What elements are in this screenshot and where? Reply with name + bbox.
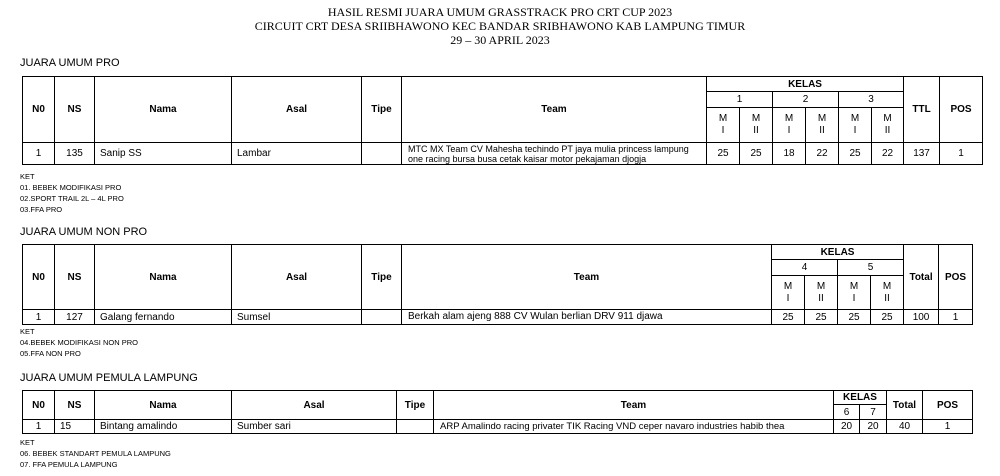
col-header-team: Team xyxy=(402,77,707,143)
moto-header: M I xyxy=(707,108,740,143)
col-header-no: N0 xyxy=(23,391,55,420)
cell-tipe xyxy=(362,143,402,165)
moto-header: M II xyxy=(805,276,838,310)
cell-ns: 135 xyxy=(55,143,95,165)
col-header-kelas: KELAS xyxy=(772,245,904,260)
ket-item: 06. BEBEK STANDART PEMULA LAMPUNG xyxy=(20,449,171,458)
nonpro-ket-notes xyxy=(20,326,138,359)
kelas-6-header: 6 xyxy=(834,405,860,420)
header-venue: CIRCUIT CRT DESA SRIIBHAWONO KEC BANDAR SRIBHAWONO KAB LAMPUNG TIMUR xyxy=(254,19,746,33)
ket-label: KET xyxy=(20,172,35,181)
ket-item: 02.SPORT TRAIL 2L – 4L PRO xyxy=(20,194,124,203)
cell-score: 22 xyxy=(872,143,904,165)
cell-nama: Bintang amalindo xyxy=(95,420,232,434)
cell-score: 25 xyxy=(772,310,805,325)
cell-no: 1 xyxy=(23,143,55,165)
cell-score: 25 xyxy=(839,143,872,165)
cell-score: 25 xyxy=(805,310,838,325)
ket-item: 07. FFA PEMULA LAMPUNG xyxy=(20,460,118,469)
ket-item: 04.BEBEK MODIFIKASI NON PRO xyxy=(20,338,138,347)
cell-ns: 15 xyxy=(55,420,95,434)
col-header-pos: POS xyxy=(939,245,973,310)
cell-total: 40 xyxy=(887,420,923,434)
col-header-total: Total xyxy=(887,391,923,420)
cell-score: 25 xyxy=(838,310,871,325)
kelas-3-header: 3 xyxy=(839,92,904,108)
moto-header: M II xyxy=(806,108,839,143)
cell-score: 25 xyxy=(707,143,740,165)
nonpro-results-table xyxy=(22,244,973,325)
col-header-asal: Asal xyxy=(232,391,397,420)
cell-nama: Sanip SS xyxy=(95,143,232,165)
cell-pos: 1 xyxy=(940,143,983,165)
cell-score: 22 xyxy=(806,143,839,165)
pro-ket-notes xyxy=(20,171,124,215)
col-header-kelas: KELAS xyxy=(707,77,904,92)
col-header-nama: Nama xyxy=(95,391,232,420)
col-header-ns: NS xyxy=(55,77,95,143)
cell-ttl: 137 xyxy=(904,143,940,165)
cell-score: 20 xyxy=(860,420,887,434)
cell-total: 100 xyxy=(904,310,939,325)
cell-team: ARP Amalindo racing privater TIK Racing VND ceper navaro industries habib thea xyxy=(434,420,834,434)
moto-header: M II xyxy=(871,276,904,310)
moto-header: M I xyxy=(838,276,871,310)
col-header-ttl: TTL xyxy=(904,77,940,143)
kelas-1-header: 1 xyxy=(707,92,773,108)
pemula-section-title: JUARA UMUM PEMULA LAMPUNG xyxy=(20,372,198,384)
cell-asal: Lambar xyxy=(232,143,362,165)
cell-score: 25 xyxy=(871,310,904,325)
moto-header: M I xyxy=(773,108,806,143)
col-header-pos: POS xyxy=(940,77,983,143)
moto-header: M II xyxy=(872,108,904,143)
col-header-asal: Asal xyxy=(232,77,362,143)
pemula-ket-notes xyxy=(20,437,171,470)
moto-header: M II xyxy=(740,108,773,143)
nonpro-section-title: JUARA UMUM NON PRO xyxy=(20,226,148,238)
moto-header: M I xyxy=(839,108,872,143)
col-header-nama: Nama xyxy=(95,77,232,143)
header-title: HASIL RESMI JUARA UMUM GRASSTRACK PRO CRT CUP 2023 xyxy=(327,5,673,19)
cell-ns: 127 xyxy=(55,310,95,325)
table-row xyxy=(23,143,983,165)
ket-item: 05.FFA NON PRO xyxy=(20,349,81,358)
col-header-tipe: Tipe xyxy=(397,391,434,420)
cell-score: 18 xyxy=(773,143,806,165)
cell-team: Berkah alam ajeng 888 CV Wulan berlian DRV 911 djawa xyxy=(402,310,772,325)
ket-label: KET xyxy=(20,438,35,447)
kelas-4-header: 4 xyxy=(772,260,838,276)
kelas-7-header: 7 xyxy=(860,405,887,420)
cell-asal: Sumber sari xyxy=(232,420,397,434)
col-header-no: N0 xyxy=(23,77,55,143)
ket-item: 03.FFA PRO xyxy=(20,205,63,214)
cell-tipe xyxy=(362,310,402,325)
cell-no: 1 xyxy=(23,310,55,325)
col-header-ns: NS xyxy=(55,391,95,420)
header-date: 29 – 30 APRIL 2023 xyxy=(450,33,550,47)
col-header-kelas: KELAS xyxy=(834,391,887,405)
cell-nama: Galang fernando xyxy=(95,310,232,325)
pro-section-title: JUARA UMUM PRO xyxy=(20,57,120,69)
kelas-5-header: 5 xyxy=(838,260,904,276)
cell-pos: 1 xyxy=(923,420,973,434)
col-header-no: N0 xyxy=(23,245,55,310)
cell-no: 1 xyxy=(23,420,55,434)
col-header-team: Team xyxy=(402,245,772,310)
col-header-team: Team xyxy=(434,391,834,420)
moto-header: M I xyxy=(772,276,805,310)
pemula-results-table xyxy=(22,390,973,434)
document-header xyxy=(0,5,1000,47)
col-header-ns: NS xyxy=(55,245,95,310)
cell-tipe xyxy=(397,420,434,434)
kelas-2-header: 2 xyxy=(773,92,839,108)
col-header-nama: Nama xyxy=(95,245,232,310)
cell-pos: 1 xyxy=(939,310,973,325)
table-row xyxy=(23,310,973,325)
cell-team: MTC MX Team CV Mahesha techindo PT jaya mulia princess lampung one racing bursa busa cetak kaisar motor pekajaman djogja xyxy=(402,143,707,165)
cell-score: 20 xyxy=(834,420,860,434)
pro-results-table xyxy=(22,76,983,165)
col-header-total: Total xyxy=(904,245,939,310)
col-header-pos: POS xyxy=(923,391,973,420)
cell-asal: Sumsel xyxy=(232,310,362,325)
ket-label: KET xyxy=(20,327,35,336)
cell-score: 25 xyxy=(740,143,773,165)
col-header-asal: Asal xyxy=(232,245,362,310)
table-row xyxy=(23,420,973,434)
col-header-tipe: Tipe xyxy=(362,245,402,310)
ket-item: 01. BEBEK MODIFIKASI PRO xyxy=(20,183,122,192)
col-header-tipe: Tipe xyxy=(362,77,402,143)
